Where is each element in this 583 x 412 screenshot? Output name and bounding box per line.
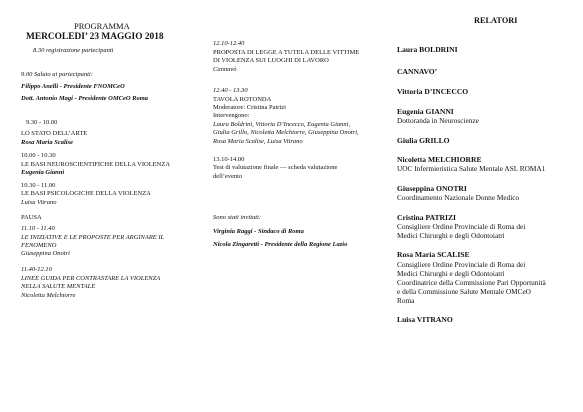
- speaker-name: Giuseppina ONOTRI: [397, 184, 467, 193]
- slot-title-4b: FENOMENO: [21, 242, 57, 249]
- speaker-detail: Medici Chirurghi e degli Odontoiatri: [397, 269, 505, 278]
- event-date: MERCOLEDI’ 23 MAGGIO 2018: [26, 32, 164, 42]
- slot-speaker-6: Cannavò: [213, 66, 237, 73]
- invited-heading: Sono stati invitati:: [213, 214, 262, 221]
- roundtable-speakers-b: Giulia Grillo, Nicoletta Melchiorre, Giuseppina Onotri,: [213, 129, 359, 136]
- slot-title-5a: LINEE GUIDA PER CONTRASTARE LA VIOLENZA: [21, 275, 161, 282]
- line-anelli: Filippo Anelli - Presidente FNOMCeO: [21, 83, 125, 90]
- slot-title-6a: PROPOSTA DI LEGGE A TUTELA DELLE VITTIME: [213, 49, 360, 56]
- speaker-name: Nicoletta MELCHIORRE: [397, 155, 482, 164]
- speaker-detail: Coordinamento Nazionale Donne Medico: [397, 193, 520, 202]
- slot-title-1: LO STATO DELL’ARTE: [21, 130, 88, 137]
- speaker-name: Vittoria D’INCECCO: [397, 87, 469, 96]
- speaker-detail: Coordinatrice della Commissione Pari Opportunità: [397, 278, 546, 287]
- speakers-heading: RELATORI: [474, 16, 518, 25]
- test-title-b: dell’evento: [213, 173, 243, 180]
- slot-speaker-5: Nicoletta Melchiorre: [21, 292, 76, 299]
- speaker-detail: e della Commissione Salute Mentale OMCeO: [397, 287, 531, 296]
- roundtable-intro: Intervengono:: [213, 112, 250, 119]
- speaker-detail: Consigliere Ordine Provinciale di Roma dei: [397, 260, 526, 269]
- slot-speaker-3: Luisa Vitrano: [21, 199, 57, 206]
- slot-time-4: 11.10 - 11.40: [21, 225, 55, 232]
- roundtable-title: TAVOLA ROTONDA: [213, 96, 272, 103]
- roundtable-time: 12.40 - 13.30: [213, 87, 248, 94]
- slot-title-4a: LE INIZIATIVE E LE PROPOSTE PER ARGINARE IL: [21, 234, 165, 241]
- speaker-name: Cristina PATRIZI: [397, 213, 456, 222]
- speaker-name: CANNAVO’: [397, 67, 438, 76]
- speaker-detail: Consigliere Ordine Provinciale di Roma dei: [397, 222, 526, 231]
- slot-time-5: 11.40-12.10: [21, 266, 52, 273]
- slot-time-2: 10.00 - 10.30: [21, 152, 56, 159]
- slot-title-3: LE BASI PSICOLOGICHE DELLA VIOLENZA: [21, 190, 151, 197]
- line-magi: Dott. Antonio Magi - Presidente OMCeO Roma: [21, 95, 149, 102]
- slot-title-2: LE BASI NEUROSCIENTIFICHE DELLA VIOLENZA: [21, 161, 171, 168]
- slot-speaker-4: Giuseppina Onotri: [21, 250, 70, 257]
- test-title-a: Test di valutazione finale — scheda valutazione: [213, 164, 338, 171]
- speaker-name: Luisa VITRANO: [397, 315, 453, 324]
- roundtable-speakers-a: Laura Boldrini, Vittoria D’Incecco, Eugenia Gianni,: [213, 121, 351, 128]
- speaker-detail: Roma: [397, 296, 415, 305]
- roundtable-moderator: Moderatore: Cristina Patrizi: [213, 104, 286, 111]
- speaker-name: Laura BOLDRINI: [397, 45, 458, 54]
- pause-label: PAUSA: [21, 214, 42, 221]
- slot-speaker-2: Eugenia Gianni: [21, 169, 65, 176]
- slot-time-6: 12.10-12.40: [213, 40, 245, 47]
- program-heading: PROGRAMMA: [74, 21, 130, 31]
- speaker-detail: Medici Chirurghi e degli Odontoiatri: [397, 231, 505, 240]
- roundtable-speakers-c: Rosa Maria Scalise, Luisa Vitrano: [213, 138, 303, 145]
- speaker-detail: Dottoranda in Neuroscienze: [397, 116, 479, 125]
- speaker-detail: UOC Infermieristica Salute Mentale ASL ROMA1: [397, 164, 546, 173]
- line-registration: 8.30 registrazione partecipanti: [33, 47, 114, 54]
- slot-time-1: 9.30 - 10.00: [26, 119, 58, 126]
- slot-title-5b: NELLA SALUTE MENTALE: [21, 283, 96, 290]
- slot-time-3: 10.30 - 11.00: [21, 182, 56, 189]
- invited-zingaretti: Nicola Zingaretti - Presidente della Regione Lazio: [213, 241, 348, 248]
- line-greeting: 9.00 Saluto ai partecipanti:: [21, 71, 93, 78]
- speaker-name: Rosa Maria SCALISE: [397, 250, 470, 259]
- speaker-name: Eugenia GIANNI: [397, 107, 454, 116]
- test-time: 13.10-14.00: [213, 156, 245, 163]
- speaker-name: Giulia GRILLO: [397, 136, 450, 145]
- slot-title-6b: DI VIOLENZA SUI LUOGHI DI LAVORO: [213, 57, 329, 64]
- invited-raggi: Virginia Raggi - Sindaco di Roma: [213, 228, 304, 235]
- slot-speaker-1: Rosa Maria Scalise: [21, 139, 74, 146]
